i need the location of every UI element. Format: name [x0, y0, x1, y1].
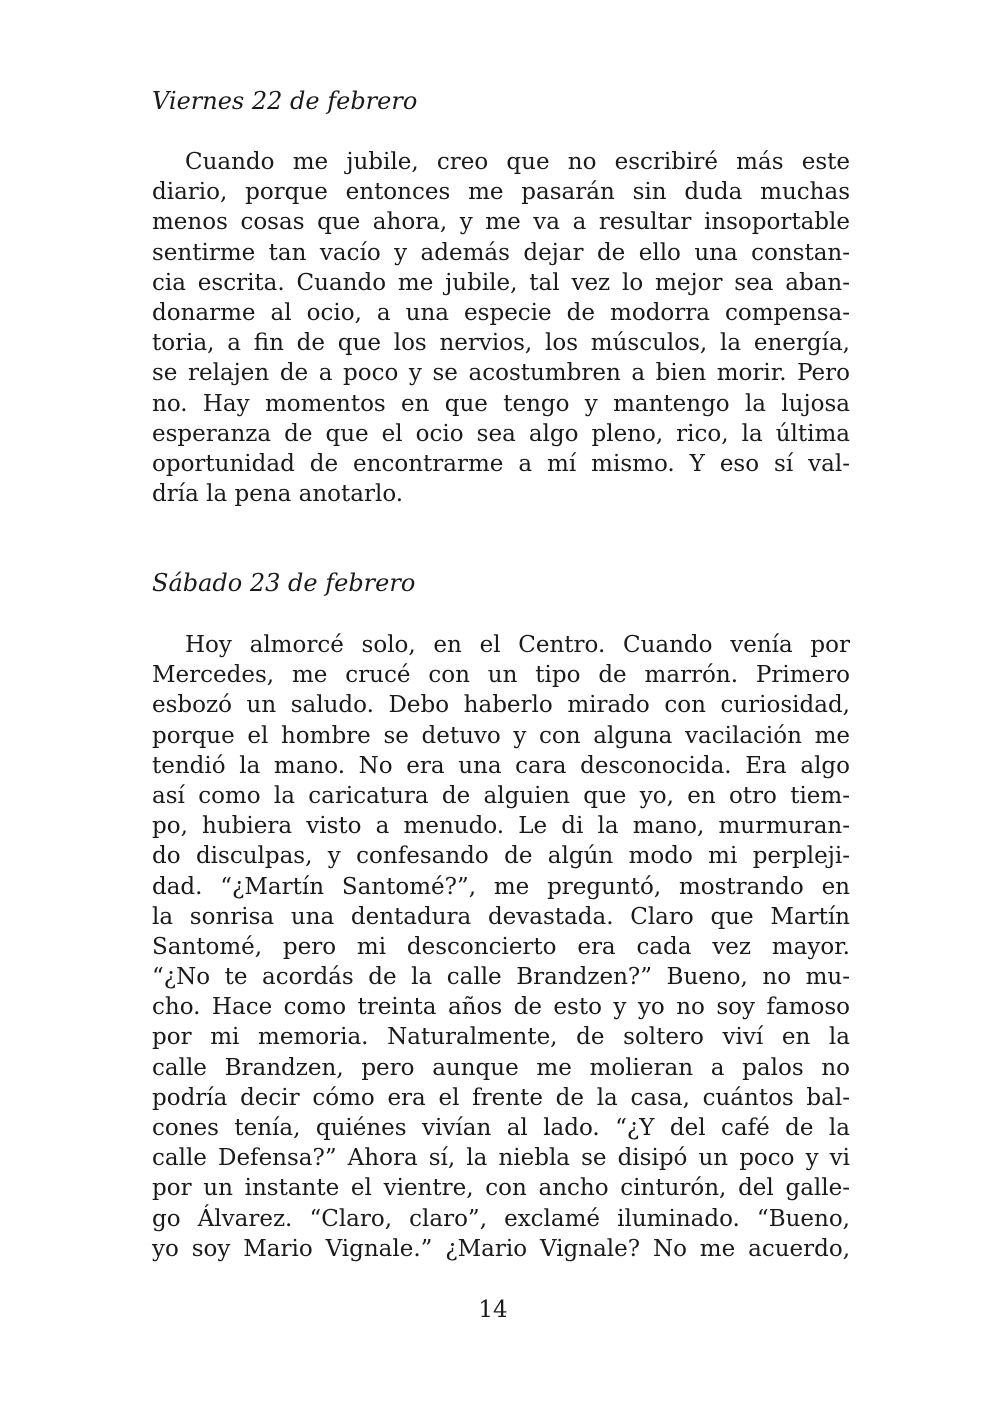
text-line: diario, porque entonces me pasarán sin duda muchas	[152, 179, 850, 206]
text-line: toria, a fin de que los nervios, los músculos, la energía,	[152, 330, 850, 357]
text-line: cones tenía, quiénes vivían al lado. “¿Y del café de la	[152, 1115, 850, 1141]
text-line: porque el hombre se detuvo y con alguna vacilación me	[152, 722, 850, 749]
text-line: calle Defensa?” Ahora sí, la niebla se disipó un poco y vi	[152, 1145, 850, 1172]
text-line: dad. “¿Martín Santomé?”, me preguntó, mostrando en	[152, 873, 850, 900]
text-line: no. Hay momentos en que tengo y mantengo la lujosa	[152, 390, 850, 417]
text-line: podría decir cómo era el frente de la casa, cuántos bal-	[152, 1084, 850, 1111]
text-line: Cuando me jubile, creo que no escribiré más este	[185, 149, 850, 175]
entry-paragraph	[152, 630, 850, 1264]
text-line: dría la pena anotarlo.	[152, 481, 404, 508]
entry-date-heading: Sábado 23 de febrero	[152, 569, 416, 597]
page-number: 14	[478, 1297, 508, 1323]
text-line: “¿No te acordás de la calle Brandzen?” Bueno, no mu-	[152, 964, 850, 991]
text-line: calle Brandzen, pero aunque me molieran a palos no	[152, 1054, 850, 1081]
text-line: se relajen de a poco y se acostumbren a bien morir. Pero	[152, 360, 850, 387]
text-line: la sonrisa una dentadura devastada. Claro que Martín	[152, 903, 850, 930]
text-line: esperanza de que el ocio sea algo pleno, rico, la última	[152, 420, 850, 447]
text-line: cia escrita. Cuando me jubile, tal vez lo mejor sea aban-	[152, 269, 850, 296]
text-line: sentirme tan vacío y además dejar de ello una constan-	[152, 239, 850, 266]
text-line: Mercedes, me crucé con un tipo de marrón. Primero	[152, 662, 850, 689]
text-line: donarme al ocio, a una especie de modorra compensa-	[152, 299, 850, 326]
text-line: Hoy almorcé solo, en el Centro. Cuando venía por	[185, 632, 850, 658]
text-line: do disculpas, y confesando de algún modo mi perpleji-	[152, 843, 850, 870]
text-line: menos cosas que ahora, y me va a resultar insoportable	[152, 209, 850, 236]
text-line: así como la caricatura de alguien que yo, en otro tiem-	[152, 782, 850, 809]
entry-date-heading: Viernes 22 de febrero	[152, 87, 418, 115]
text-line: po, hubiera visto a menudo. Le di la mano, murmuran-	[152, 813, 850, 840]
text-line: por un instante el vientre, con ancho cinturón, del galle-	[152, 1175, 850, 1202]
text-line: cho. Hace como treinta años de esto y yo no soy famoso	[152, 994, 850, 1021]
text-line: tendió la mano. No era una cara desconocida. Era algo	[152, 752, 850, 779]
entry-paragraph	[152, 147, 850, 509]
text-line: por mi memoria. Naturalmente, de soltero viví en la	[152, 1024, 850, 1051]
text-line: esbozó un saludo. Debo haberlo mirado con curiosidad,	[152, 692, 850, 719]
text-line: Santomé, pero mi desconcierto era cada vez mayor.	[152, 933, 850, 960]
text-line: oportunidad de encontrarme a mí mismo. Y eso sí val-	[152, 450, 850, 477]
text-line: go Álvarez. “Claro, claro”, exclamé iluminado. “Bueno,	[152, 1205, 850, 1232]
text-line: yo soy Mario Vignale.” ¿Mario Vignale? No me acuerdo,	[152, 1235, 850, 1262]
